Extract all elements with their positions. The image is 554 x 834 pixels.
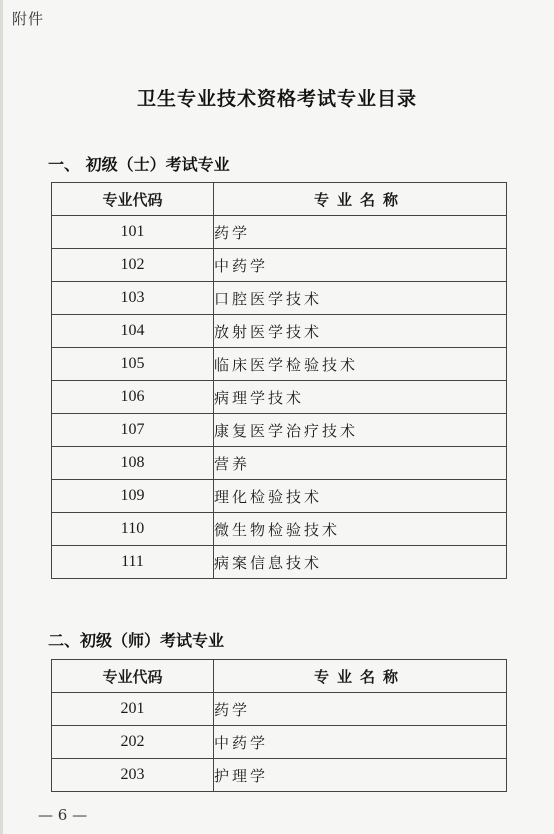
header-specialty-code: 专业代码 — [52, 183, 214, 216]
table-row — [52, 759, 507, 792]
table-header-row — [52, 183, 507, 216]
specialty-code: 105 — [52, 348, 214, 381]
header-specialty-name: 专业名称 — [214, 183, 507, 216]
specialty-name: 中药学 — [214, 726, 507, 759]
specialty-code: 109 — [52, 480, 214, 513]
table-header-row — [52, 660, 507, 693]
specialty-name: 理化检验技术 — [214, 480, 507, 513]
document-title: 卫生专业技术资格考试专业目录 — [136, 88, 417, 110]
specialty-name: 中药学 — [214, 249, 507, 282]
specialty-code: 201 — [52, 693, 214, 726]
specialty-name: 营养 — [214, 447, 507, 480]
header-specialty-code: 专业代码 — [52, 660, 214, 693]
specialty-code: 104 — [52, 315, 214, 348]
page-number: — 6 — — [38, 806, 88, 824]
specialty-table-practitioner — [51, 659, 507, 792]
table-row — [52, 315, 507, 348]
specialty-code: 106 — [52, 381, 214, 414]
specialty-name: 护理学 — [214, 759, 507, 792]
specialty-code: 102 — [52, 249, 214, 282]
specialty-name: 病案信息技术 — [214, 546, 507, 579]
table-row — [52, 348, 507, 381]
section-heading-primary-practitioner: 二、初级（师）考试专业 — [48, 631, 225, 650]
specialty-code: 107 — [52, 414, 214, 447]
specialty-code: 108 — [52, 447, 214, 480]
specialty-name: 康复医学治疗技术 — [214, 414, 507, 447]
header-specialty-name: 专业名称 — [214, 660, 507, 693]
table-row — [52, 282, 507, 315]
specialty-name: 药学 — [214, 693, 507, 726]
specialty-name: 微生物检验技术 — [214, 513, 507, 546]
specialty-code: 111 — [52, 546, 214, 579]
specialty-code: 203 — [52, 759, 214, 792]
specialty-table-technician — [51, 182, 507, 579]
specialty-name: 口腔医学技术 — [214, 282, 507, 315]
table-row — [52, 726, 507, 759]
specialty-code: 110 — [52, 513, 214, 546]
table-row — [52, 480, 507, 513]
specialty-code: 202 — [52, 726, 214, 759]
table-row — [52, 381, 507, 414]
table-row — [52, 546, 507, 579]
section-heading-primary-technician: 一、 初级（士）考试专业 — [48, 155, 230, 174]
specialty-name: 药学 — [214, 216, 507, 249]
table-row — [52, 513, 507, 546]
table-row — [52, 447, 507, 480]
specialty-name: 放射医学技术 — [214, 315, 507, 348]
specialty-name: 病理学技术 — [214, 381, 507, 414]
attachment-label: 附件 — [12, 10, 45, 28]
specialty-code: 101 — [52, 216, 214, 249]
specialty-name: 临床医学检验技术 — [214, 348, 507, 381]
table-row — [52, 693, 507, 726]
table-row — [52, 216, 507, 249]
table-row — [52, 414, 507, 447]
table-row — [52, 249, 507, 282]
page-edge — [0, 0, 3, 834]
specialty-code: 103 — [52, 282, 214, 315]
